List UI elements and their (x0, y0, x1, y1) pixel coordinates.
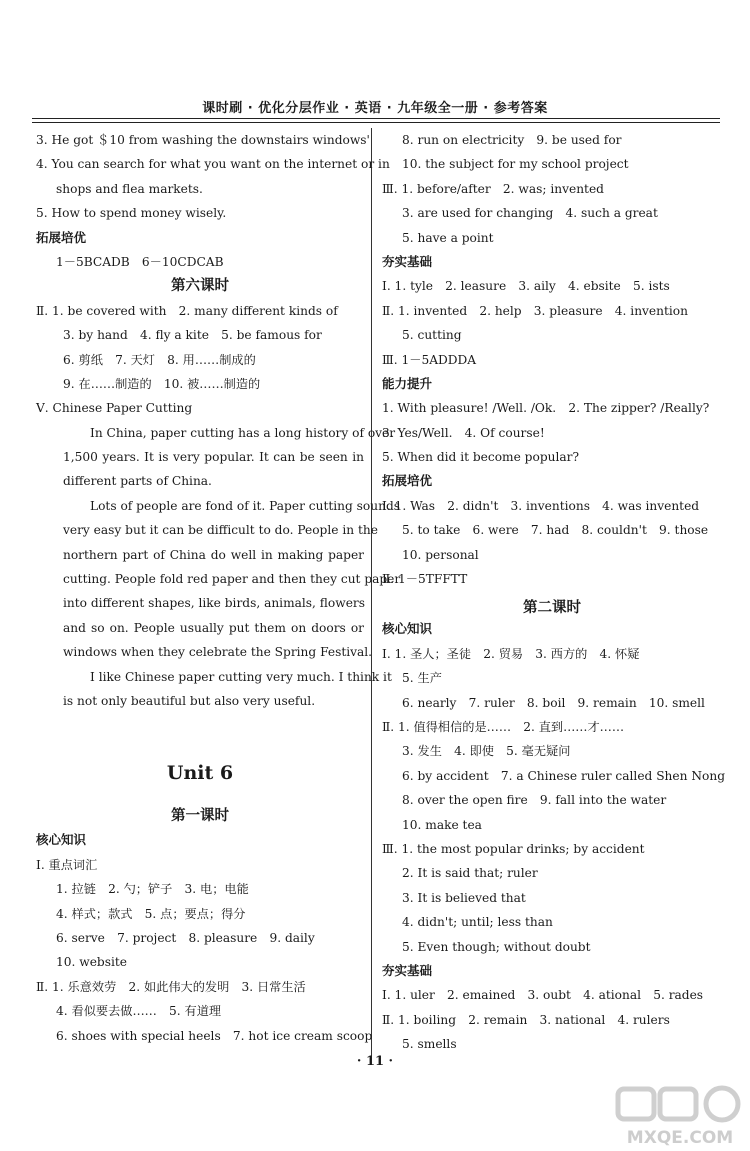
answer-line: Ⅰ. 重点词汇 (36, 857, 98, 872)
answer-line: 8. run on electricity 9. be used for (402, 133, 622, 147)
running-header: 课时刷 · 优化分层作业 · 英语 · 九年级全一册 · 参考答案 (202, 101, 548, 116)
answer-line: 6. serve 7. project 8. pleasure 9. daily (56, 930, 315, 945)
answer-line: Ⅱ. 1－5TFFTT (382, 572, 468, 587)
watermark-logo-icon (610, 1085, 750, 1151)
essay-line: In China, paper cutting has a long history of over (90, 425, 396, 440)
answer-line: 6. by accident 7. a Chinese ruler called Shen Nong (402, 768, 725, 783)
right-column (382, 128, 725, 1056)
column-divider (371, 128, 372, 1056)
answer-line: 6. shoes with special heels 7. hot ice cream scoop (56, 1028, 373, 1043)
answer-line: 4. 看似要去做…… 5. 有道理 (56, 1004, 222, 1019)
answer-line: 1. 拉链 2. 勺；铲子 3. 电；电能 (56, 882, 249, 897)
essay-title: Ⅴ. Chinese Paper Cutting (36, 401, 193, 416)
essay-line: 1,500 years. It is very popular. It can be seen in (63, 450, 364, 465)
answer-line: Ⅰ. 1. 圣人；圣徒 2. 贸易 3. 西方的 4. 怀疑 (382, 646, 640, 661)
answer-line: Ⅱ. 1. invented 2. help 3. pleasure 4. invention (382, 303, 688, 318)
section-heading: 夯实基础 (382, 962, 433, 978)
section-heading: 能力提升 (382, 375, 433, 391)
essay-line: I like Chinese paper cutting very much. I think it (90, 669, 392, 684)
section-heading: 拓展培优 (36, 229, 87, 245)
answer-line: 5. to take 6. were 7. had 8. couldn't 9. those (402, 523, 709, 538)
answer-line: 3. by hand 4. fly a kite 5. be famous for (63, 328, 322, 343)
section-heading: 核心知识 (382, 621, 433, 637)
answer-line: Ⅲ. 1. before/after 2. was; invented (382, 181, 604, 196)
answer-line: Ⅱ. 1. 值得相信的是…… 2. 直到……才…… (382, 719, 625, 734)
essay-line: different parts of China. (63, 474, 212, 489)
answer-line: Ⅲ. 1－5ADDDA (382, 352, 477, 367)
section-heading: 拓展培优 (382, 473, 433, 489)
answer-line: 3. are used for changing 4. such a great (402, 206, 658, 221)
essay-line: very easy but it can be difficult to do. People in the (63, 523, 378, 538)
answer-line: 3. 发生 4. 即使 5. 毫无疑问 (402, 744, 571, 759)
unit-title: Unit 6 (166, 762, 234, 784)
answer-line: Ⅰ. 1. tyle 2. leasure 3. aily 4. ebsite 5. ists (382, 279, 670, 294)
answer-line: 3. He got ＄10 from washing the downstairs windows' (36, 133, 370, 147)
lesson-title: 第六课时 (171, 278, 229, 295)
essay-line: windows when they celebrate the Spring Festival. (63, 645, 373, 660)
answer-line: 6. 剪纸 7. 天灯 8. 用……制成的 (63, 352, 256, 367)
answer-line: 5. have a point (402, 230, 494, 245)
answer-line: 4. 样式；款式 5. 点；要点；得分 (56, 906, 246, 921)
section-heading: 核心知识 (36, 832, 87, 848)
answer-line: 3. It is believed that (402, 890, 526, 905)
header-rule (32, 118, 720, 119)
answer-line: 10. personal (402, 547, 479, 562)
essay-line: and so on. People usually put them on doors or (63, 620, 364, 635)
answer-line: Ⅰ. 1. Was 2. didn't 3. inventions 4. was invented (382, 498, 700, 513)
essay-line: Lots of people are fond of it. Paper cutting sounds (90, 498, 401, 513)
essay-line: northern part of China do well in making paper (63, 547, 364, 562)
answer-line: 4. You can search for what you want on the internet or in (36, 157, 390, 172)
answer-line: 5. How to spend money wisely. (36, 206, 227, 221)
answer-line: 3. Yes/Well. 4. Of course! (382, 425, 545, 440)
answer-line: 10. make tea (402, 817, 482, 832)
answer-line: 5. cutting (402, 328, 462, 343)
svg-text:MXQE.COM: MXQE.COM (626, 1128, 734, 1148)
left-column-lower (36, 804, 373, 1048)
answer-line: 1－5BCADB 6－10CDCAB (56, 254, 224, 269)
essay-line: cutting. People fold red paper and then they cut paper (63, 572, 401, 587)
answer-line: Ⅱ. 1. boiling 2. remain 3. national 4. rulers (382, 1012, 670, 1027)
page-number: · 11 · (356, 1054, 394, 1069)
answer-line: 10. website (56, 955, 127, 970)
answer-line: 6. nearly 7. ruler 8. boil 9. remain 10. smell (402, 695, 705, 710)
answer-line: 10. the subject for my school project (402, 157, 629, 172)
answer-line: Ⅱ. 1. be covered with 2. many different kinds of (36, 303, 338, 318)
essay-line: into different shapes, like birds, animals, flowers (63, 596, 365, 611)
answer-line: Ⅰ. 1. uler 2. emained 3. oubt 4. ational 5. rades (382, 988, 704, 1003)
lesson-title: 第二课时 (523, 600, 581, 617)
answer-line: 2. It is said that; ruler (402, 866, 538, 881)
answer-line: 4. didn't; until; less than (402, 915, 553, 930)
header-rule-thin (32, 122, 720, 123)
answer-line: 5. 生产 (402, 671, 442, 686)
answer-line: 9. 在……制造的 10. 被……制造的 (63, 376, 261, 391)
answer-line: 5. When did it become popular? (382, 450, 579, 465)
left-column (36, 128, 401, 713)
answer-line: Ⅲ. 1. the most popular drinks; by accident (382, 841, 645, 856)
lesson-title: 第一课时 (171, 808, 229, 824)
answer-line: shops and flea markets. (56, 181, 203, 196)
answer-line: 1. With pleasure! /Well. /Ok. 2. The zipper? /Really? (382, 401, 710, 416)
answer-line: Ⅱ. 1. 乐意效劳 2. 如此伟大的发明 3. 日常生活 (36, 979, 306, 994)
answer-line: 5. smells (402, 1037, 457, 1052)
answer-line: 8. over the open fire 9. fall into the water (402, 793, 667, 808)
essay-line: is not only beautiful but also very useful. (63, 693, 316, 708)
answer-line: 5. Even though; without doubt (402, 939, 591, 954)
section-heading: 夯实基础 (382, 253, 433, 269)
